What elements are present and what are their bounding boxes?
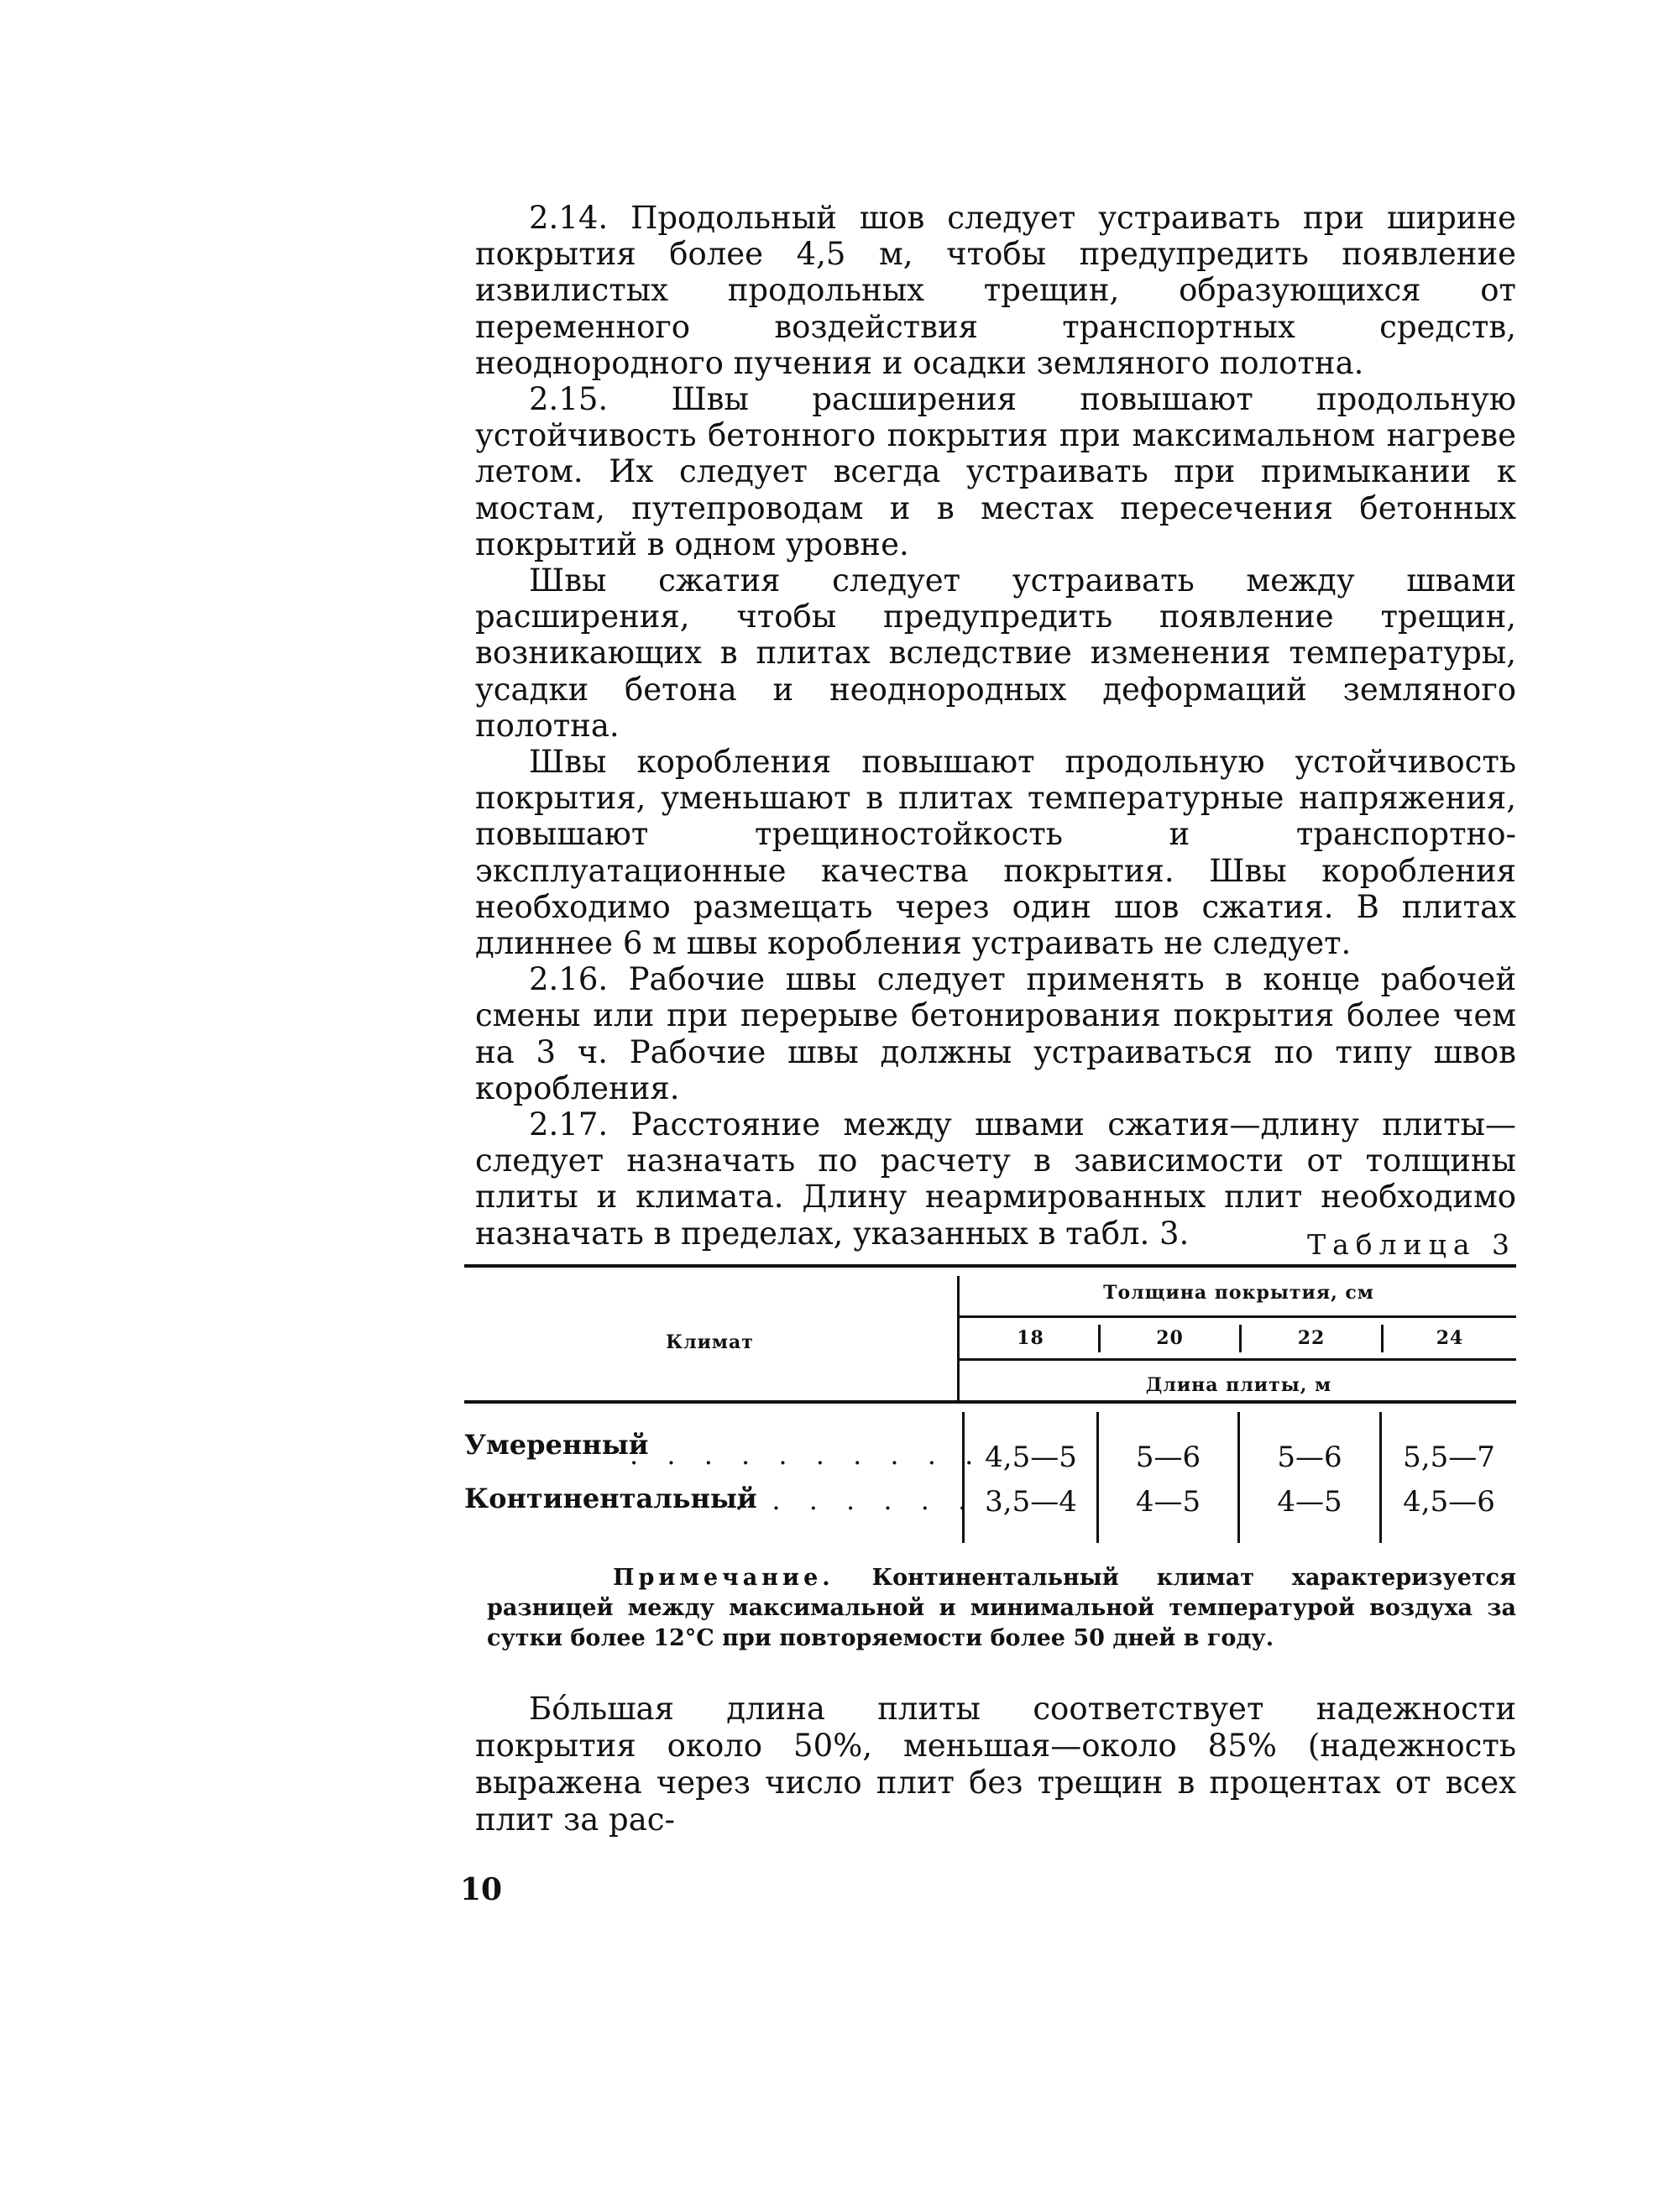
paragraph-2-15: 2.15. Швы расширения повышают продольную устойчивость бетонного покрытия при максимальном нагреве летом. Их следует всегда устраивать при примыкании к мостам, путепроводам и в местах пересечения бетонных покрытий в одном уровне. [475,381,1516,562]
climate-header: Климат [666,1331,754,1353]
thickness-value: 24 [1436,1327,1464,1349]
table-top-rule [464,1264,1516,1268]
table-cell: 5,5—7 [1403,1441,1495,1474]
table-cell: 5—6 [1135,1441,1201,1474]
paragraph-compression-joints: Швы сжатия следует устраивать между швами расширения, чтобы предупредить появление трещин, возникающих в плитах вследствие изменения температуры, усадки бетона и неоднородных деформаций земляного полотна. [475,562,1516,744]
note-text: Континентальный климат характеризуется разницей между максимальной и минимальной температурой воздуха за сутки более 12°С при повторяемости более 50 дней в году. [487,1565,1516,1651]
thickness-header: Толщина покрытия, см [1103,1282,1374,1304]
table-header-bottom-rule [464,1400,1516,1404]
table-cell: 4,5—6 [1403,1485,1495,1519]
note-label: Примечание. [613,1565,834,1591]
thickness-value: 20 [1156,1327,1184,1349]
table-body-divider [1237,1412,1240,1543]
paragraph-closing: Бóльшая длина плиты соответствует надежности покрытия около 50%, меньшая—около 85% (надежность выражена через число плит без трещин в процентах от всех плит за рас- [475,1691,1516,1838]
row-label-continental: Континентальный [464,1483,757,1514]
paragraph-2-16: 2.16. Рабочие швы следует применять в конце рабочей смены или при перерыве бетонирования покрытия более чем на 3 ч. Рабочие швы должны устраиваться по типу швов коробления. [475,961,1516,1106]
table-values-rule [959,1358,1516,1361]
table-cell: 4,5—5 [985,1441,1077,1474]
table-body-divider [1379,1412,1382,1543]
table-thickness-rule [959,1315,1516,1318]
body-text [475,200,1516,1252]
paragraph-2-17: 2.17. Расстояние между швами сжатия—длину плиты—следует назначать по расчету в зависимости от толщины плиты и климата. Длину неармированных плит необходимо назначать в пределах, указанных в табл. 3. [475,1106,1516,1252]
table-stub-divider [957,1276,960,1402]
table-cell: 5—6 [1277,1441,1342,1474]
table-cell: 4—5 [1135,1485,1201,1519]
paragraph-warping-joints: Швы коробления повышают продольную устойчивость покрытия, уменьшают в плитах температурные напряжения, повышают трещиностойкость и транспортно-эксплуатационные качества покрытия. Швы коробления необходимо размещать через один шов сжатия. В плитах длиннее 6 м швы коробления устраивать не следует. [475,744,1516,962]
table-body-divider [1096,1412,1099,1543]
table-note [487,1563,1516,1654]
leader-dots: . . . . . . . . . . [630,1439,984,1471]
table-body-divider [962,1412,965,1543]
row-label-temperate: Умеренный [464,1429,649,1461]
thickness-value: 22 [1297,1327,1326,1349]
table-cell: 3,5—4 [985,1485,1077,1519]
thickness-value: 18 [1017,1327,1044,1349]
table-caption: Таблица 3 [1307,1228,1516,1261]
length-header: Длина плиты, м [1145,1374,1332,1396]
leader-dots: . . . . . . . [735,1484,977,1516]
paragraph-2-14: 2.14. Продольный шов следует устраивать при ширине покрытия более 4,5 м, чтобы предупредить появление извилистых продольных трещин, образующихся от переменного воздействия транспортных средств, неоднородного пучения и осадки земляного полотна. [475,200,1516,381]
closing-paragraph [475,1691,1516,1838]
table-cell: 4—5 [1277,1485,1342,1519]
page-number: 10 [460,1872,503,1907]
